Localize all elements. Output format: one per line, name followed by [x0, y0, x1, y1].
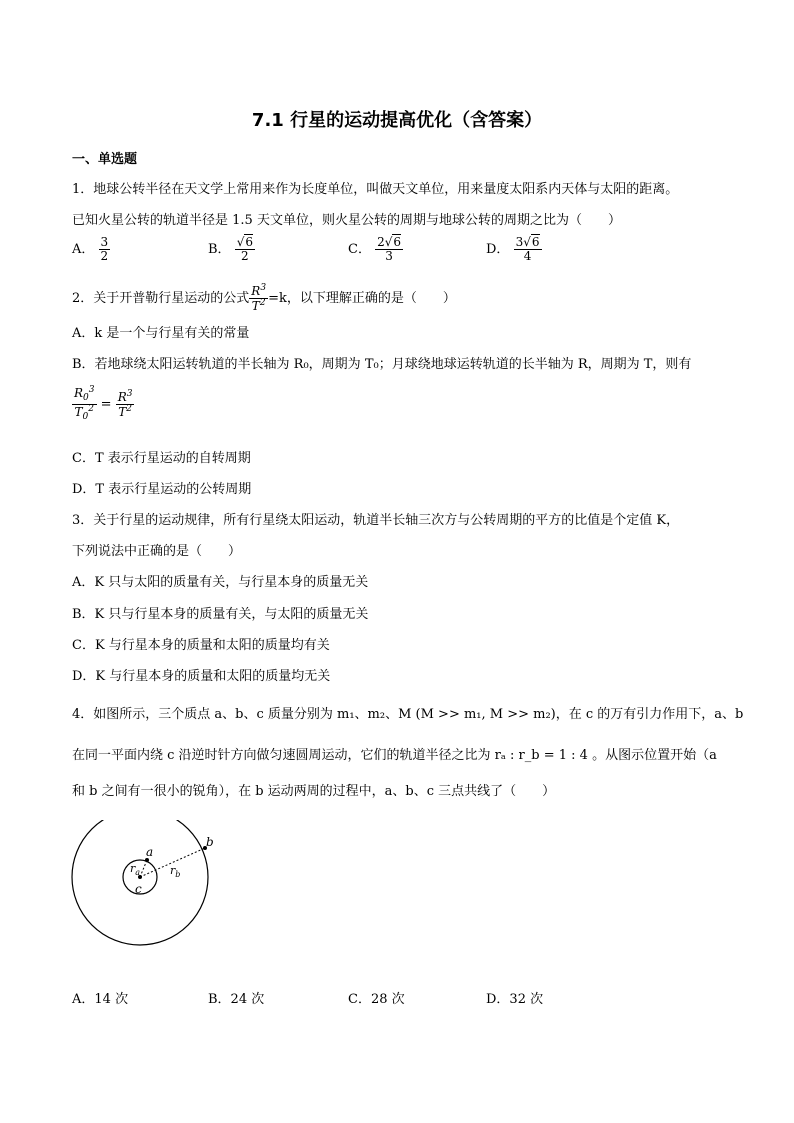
denominator	[250, 299, 268, 313]
q1-option-c	[348, 236, 403, 263]
q2-option-a: A．k 是一个与行星有关的常量	[72, 326, 250, 341]
t-symbol: T	[74, 404, 83, 419]
denominator	[116, 405, 134, 419]
exponent: 3	[88, 385, 95, 395]
exponent: 3	[126, 388, 133, 399]
q1-line-1: 1．地球公转半径在天文学上常用来作为长度单位，叫做天文单位，用来量度太阳系内天体与太阳的距离。	[72, 182, 679, 197]
numerator: 3√6	[515, 235, 540, 249]
q3-line-2: 下列说法中正确的是（ ）	[72, 544, 242, 559]
rb-symbol: r	[170, 864, 176, 877]
page-title: 7.1 行星的运动提高优化（含答案）	[251, 110, 543, 131]
numerator: √6	[236, 235, 253, 249]
numerator	[249, 284, 268, 299]
ra-subscript: a	[135, 868, 141, 877]
option-label: C．	[348, 242, 371, 258]
t-symbol: T	[118, 404, 127, 419]
q3-option-a: A．K 只与太阳的质量有关，与行星本身的质量无关	[72, 575, 369, 590]
numerator	[116, 390, 135, 405]
q2-option-b-formula	[72, 386, 134, 423]
q1-line-2: 已知火星公转的轨道半径是 1.5 天文单位，则火星公转的周期与地球公转的周期之比为（ ）	[72, 213, 621, 228]
exponent: 3	[260, 283, 267, 293]
t-symbol: T	[251, 299, 260, 314]
fraction	[99, 236, 111, 263]
fraction	[375, 236, 403, 263]
radicand: 6	[245, 235, 253, 249]
fraction	[235, 236, 255, 263]
label-a: a	[146, 845, 154, 859]
q1-option-b	[208, 236, 255, 263]
q2-option-b: B．若地球绕太阳运转轨道的半长轴为 R₀，周期为 T₀；月球绕地球运转轨道的长半轴为 R，周期为 T，则有	[72, 357, 692, 372]
q4-line-3: 和 b 之间有一很小的锐角），在 b 运动两周的过程中，a、b、c 三点共线了（ ）	[72, 784, 556, 799]
r-symbol: R	[74, 386, 84, 400]
right-fraction	[116, 390, 135, 419]
label-rb	[170, 864, 180, 879]
option-label: B．	[208, 242, 231, 258]
q3-option-d: D．K 与行星本身的质量和太阳的质量均无关	[72, 669, 331, 684]
q4-option-a: A．14 次	[72, 992, 129, 1007]
q3-line-1: 3．关于行星的运动规律，所有行星绕太阳运动，轨道半长轴三次方与公转周期的平方的比值是个定值 K，	[72, 513, 680, 528]
r-symbol: R	[117, 389, 127, 404]
coefficient: 3	[515, 235, 524, 249]
denominator: 4	[523, 249, 532, 264]
q2-option-d: D．T 表示行星运动的公转周期	[72, 482, 252, 497]
denominator: 3	[385, 249, 393, 264]
q4-option-d: D．32 次	[486, 992, 544, 1007]
q4-option-b: B．24 次	[208, 992, 265, 1007]
option-label: D．	[486, 242, 510, 258]
label-ra	[130, 862, 140, 877]
orbit-diagram	[60, 820, 230, 970]
equals-sign: =	[100, 396, 112, 412]
numerator	[72, 386, 97, 405]
label-b: b	[206, 835, 214, 849]
denominator	[73, 405, 96, 423]
denominator: 2	[241, 249, 249, 264]
radius-a-line	[140, 860, 147, 877]
q4-line-1: 4．如图所示，三个质点 a、b、c 质量分别为 m₁、m₂、M (M >> m₁, M >> m₂)，在 c 的万有引力作用下，a、b	[72, 707, 744, 722]
q4-line-2: 在同一平面内绕 c 沿逆时针方向做匀速圆周运动，它们的轨道半径之比为 rₐ : r_b = 1 : 4 。从图示位置开始（a	[72, 748, 717, 763]
q2-stem-end: =k，以下理解正确的是（ ）	[268, 291, 456, 307]
option-label: A．	[72, 242, 95, 258]
q2-option-c: C．T 表示行星运动的自转周期	[72, 451, 251, 466]
left-fraction	[72, 386, 97, 423]
exponent: 2	[126, 403, 132, 414]
rb-subscript: b	[175, 870, 181, 879]
section-heading: 一、单选题	[72, 152, 138, 167]
q1-option-a	[72, 236, 110, 263]
q4-option-c: C．28 次	[348, 992, 405, 1007]
numerator: 2√6	[377, 235, 402, 249]
q3-option-c: C．K 与行星本身的质量和太阳的质量均有关	[72, 638, 330, 653]
numerator: 3	[100, 235, 109, 249]
subscript: 0	[83, 393, 89, 403]
kepler-formula	[249, 284, 268, 313]
fraction	[514, 236, 542, 263]
ra-symbol: r	[130, 862, 136, 875]
r-symbol: R	[251, 284, 261, 298]
subscript: 0	[82, 411, 89, 422]
coefficient: 2	[377, 235, 385, 249]
q1-option-d	[486, 236, 542, 263]
exponent: 2	[259, 298, 266, 309]
label-c: c	[135, 882, 142, 896]
q2-stem	[72, 284, 456, 313]
q2-stem-start: 2．关于开普勒行星运动的公式	[72, 291, 250, 307]
radicand: 6	[531, 235, 540, 249]
denominator: 2	[100, 249, 109, 264]
radicand: 6	[393, 235, 402, 249]
q3-option-b: B．K 只与行星本身的质量有关，与太阳的质量无关	[72, 607, 369, 622]
exponent: 2	[88, 403, 94, 414]
